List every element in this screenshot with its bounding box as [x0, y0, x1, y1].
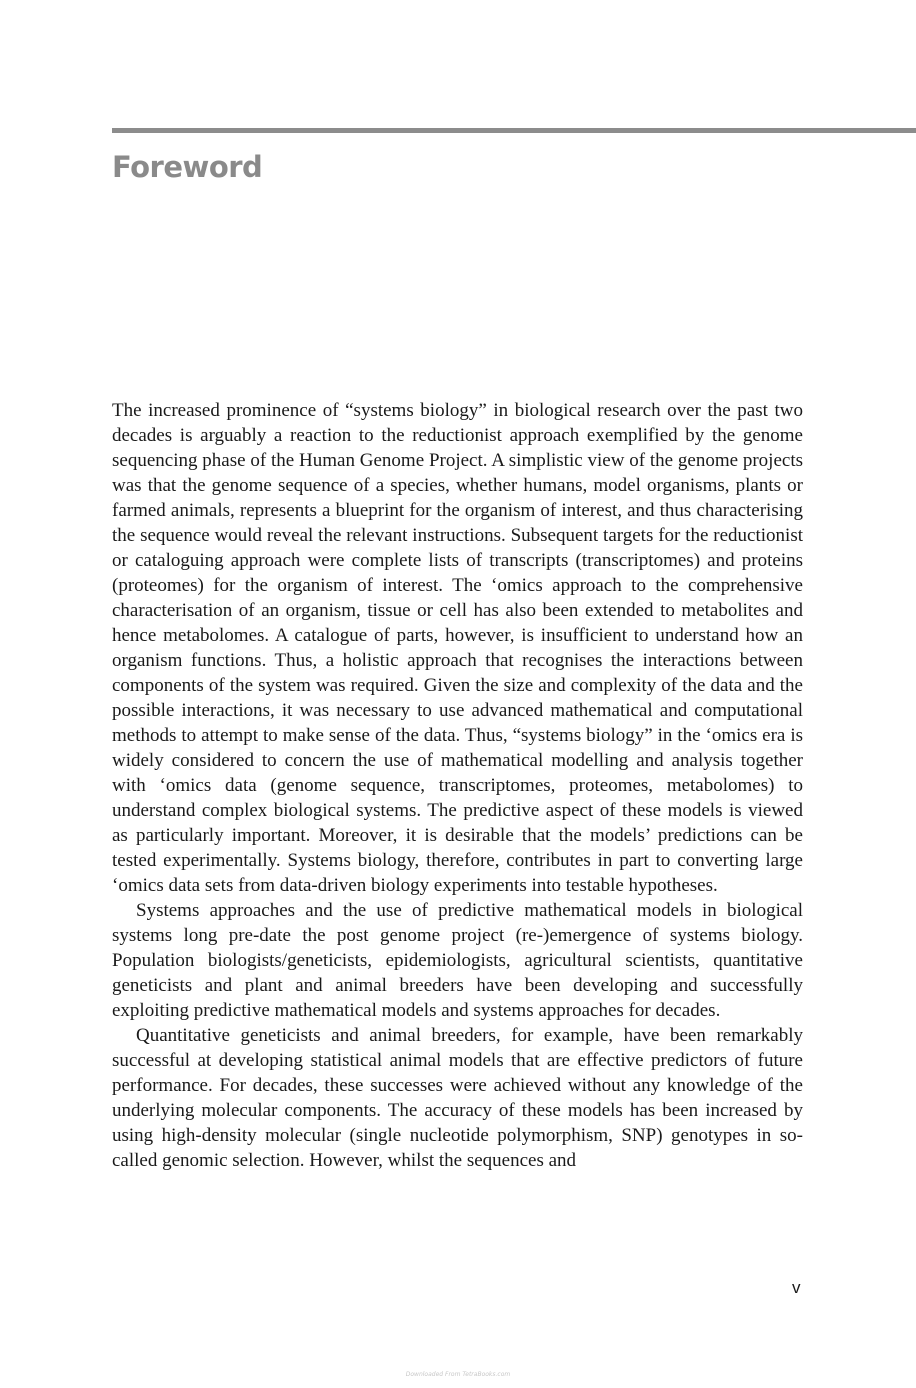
page-number: v: [792, 1278, 801, 1297]
chapter-heading: Foreword: [112, 150, 263, 184]
paragraph-1: The increased prominence of “systems biology” in biological research over the past two decades is arguably a reaction to the reductionist approach exemplified by the genome sequencing phase of the Human Genome Project. A simplistic view of the genome projects was that the genome sequence of a species, whether humans, model organisms, plants or farmed animals, represents a blueprint for the organism of interest, and thus characterising the sequence would reveal the relevant instructions. Subsequent targets for the reductionist or cataloguing approach were complete lists of transcripts (transcriptomes) and proteins (proteomes) for the organism of interest. The ‘omics approach to the comprehensive characterisation of an organism, tissue or cell has also been extended to metabolites and hence metabolomes. A catalogue of parts, however, is insufficient to understand how an organism functions. Thus, a holistic approach that recognises the interactions between components of the system was required. Given the size and complexity of the data and the possible interactions, it was necessary to use advanced mathematical and computational methods to attempt to make sense of the data. Thus, “systems biology” in the ‘omics era is widely considered to concern the use of mathematical modelling and analysis together with ‘omics data (genome sequence, transcriptomes, proteomes, metabolomes) to understand complex biological systems. The predictive aspect of these models is viewed as particularly important. Moreover, it is desirable that the models’ predictions can be tested experimentally. Systems biology, therefore, contributes in part to converting large ‘omics data sets from data-driven biology experiments into testable hypotheses.: [112, 400, 803, 896]
paragraph-2: Systems approaches and the use of predictive mathematical models in biological systems long pre-date the post genome project (re-)emergence of systems biology. Population biologists/geneticists, epidemiologists, agricultural scientists, quantitative geneticists and plant and animal breeders have been developing and successfully exploiting predictive mathematical models and systems approaches for decades.: [112, 900, 803, 1021]
chapter-top-rule: [112, 128, 916, 133]
download-watermark: Downloaded From TetraBooks.com: [405, 1371, 511, 1378]
body-text: [112, 398, 803, 1173]
paragraph-3: Quantitative geneticists and animal breeders, for example, have been remarkably successful at developing statistical animal models that are effective predictors of future performance. For decades, these successes were achieved without any knowledge of the underlying molecular components. The accuracy of these models has been increased by using high-density molecular (single nucleotide polymorphism, SNP) genotypes in so-called genomic selection. However, whilst the sequences and: [112, 1025, 803, 1171]
